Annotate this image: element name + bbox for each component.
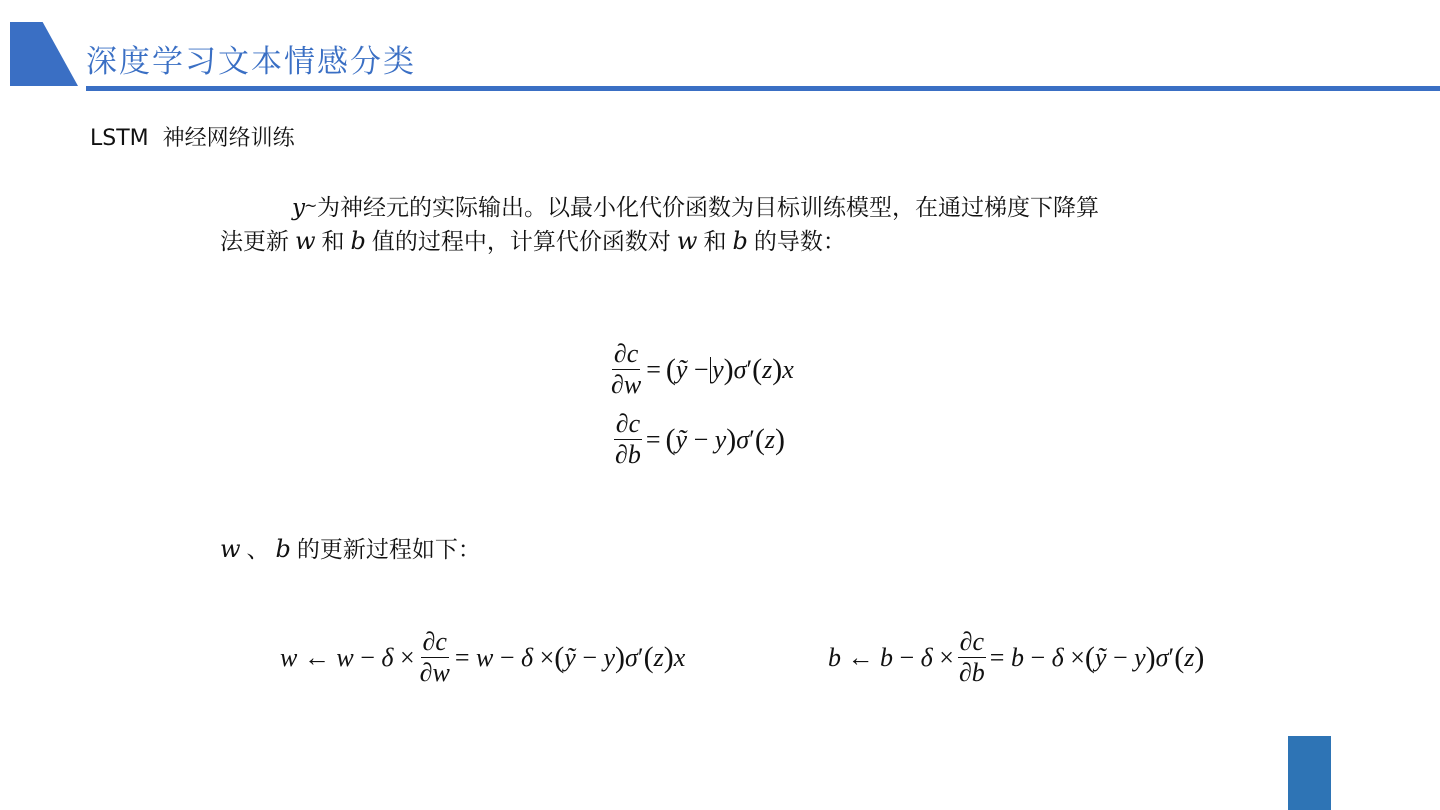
- equation-w-update: w ← w − δ × $\frac{\partial c}{\partial w}$ = w − δ × ( ỹ − y ) σ ′ ( z ) x: [280, 627, 686, 687]
- paragraph-and-2: 和: [703, 229, 727, 255]
- corner-decoration-bar: [1288, 736, 1331, 810]
- update-heading: [220, 533, 481, 567]
- math-w-update: w: [220, 535, 241, 563]
- paragraph-text-2: 值的过程中，计算代价函数对: [371, 229, 671, 255]
- slide-title: 深度学习文本情感分类: [86, 44, 416, 80]
- math-w-2: w: [676, 227, 698, 255]
- derivation-paragraph: [220, 192, 1100, 259]
- section-heading: LSTM 神经网络训练: [90, 126, 295, 151]
- update-separator: 、: [246, 537, 270, 563]
- math-w: w: [295, 227, 316, 255]
- math-b: b: [350, 227, 366, 255]
- title-corner-decoration: [10, 22, 78, 86]
- paragraph-and-1: 和: [321, 229, 345, 255]
- math-b-update: b: [275, 535, 291, 563]
- equation-dc-dw: $\frac{\partial c}{\partial w}$ = ( ỹ − y ) σ ′ ( z ) x: [611, 339, 794, 399]
- math-b-2: b: [732, 227, 748, 255]
- paragraph-text-3: 的导数：: [753, 229, 846, 255]
- y-tilde-symbol: y ~: [292, 195, 318, 221]
- equation-b-update: b ← b − δ × $\frac{\partial c}{\partial b}$ = b − δ × ( ỹ − y ) σ ′ ( z ): [828, 627, 1205, 687]
- paragraph-text-1: 为神经元的实际输出。以最小化代价函数为目标训练模型，在通过梯度下降算法更新: [220, 195, 1099, 255]
- update-text: 的更新过程如下：: [296, 537, 481, 563]
- title-underline: [86, 86, 1440, 91]
- text-cursor: [710, 357, 712, 383]
- equation-dc-db: $\frac{\partial c}{\partial b}$ = ( ỹ − y ) σ ′ ( z ): [615, 409, 785, 469]
